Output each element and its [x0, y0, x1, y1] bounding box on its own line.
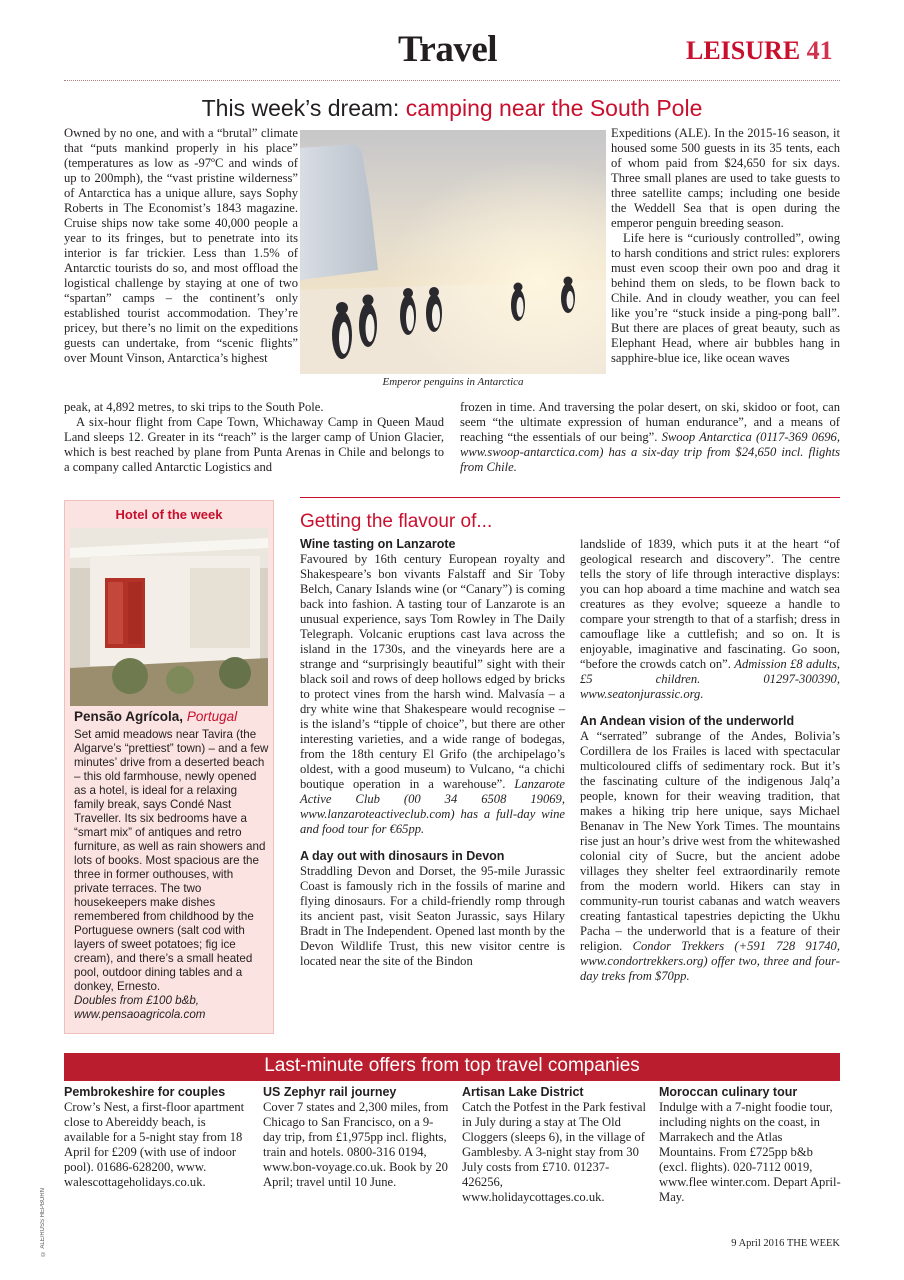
- dream-para-right-2: Life here is “curiously controlled”, owing to harsh conditions and strict rules: explorers must even scoop their own poo and drag it behind them on sleds, to be flown back to Chile. And in cloudy weather, you can feel like you’re “stuck inside a ping-pong ball”. But there are places of great beauty, such as Elephant Head, where air bubbles hang in sapphire-blue ice, like ocean waves: [611, 231, 840, 365]
- dream-para-1: Owned by no one, and with a “brutal” climate that “puts mankind properly in his place” (temperatures as low as -97ºC and winds of up to 200mph), the “vast pristine wilderness” of Antarctica has a unique allure, says Sophy Roberts in The Economist’s 1843 magazine. Cruise ships now take some 40,000 people a year to its fringes, but to penetrate into its interior is far trickier. Less than 1.5% of Antarctic tourists do so, and most offload the logistical challenge by staying at one of two “spartan” camps – the continent’s only established tourist accommodation. They’re pricey, but there’s no limit on the expeditions guests can undertake, from “scenic flights” over Mount Vinson, Antarctica’s highest: [64, 126, 298, 365]
- section-title: Travel: [398, 29, 498, 70]
- dino-body-2: [580, 537, 840, 702]
- offer-title: Moroccan culinary tour: [659, 1085, 798, 1099]
- dino-body: Straddling Devon and Dorset, the 95-mile Jurassic Coast is famously rich in the fossils of marine and flying dinosaurs. For a child-friendly romp through its ancient past, visit Seaton Jurassic, says Hilary Bradt in The Independent. Opened last month by the Devon Wildlife Trust, this new visitor centre is located near the site of the Bindon: [300, 864, 565, 968]
- hotel-body-text: Set amid meadows near Tavira (the Algarve’s “prettiest” town) – and a few minutes’ drive from a deserted beach – this old farmhouse, newly opened as a hotel, is ideal for a relaxing family break, says Condé Nast Traveller. Its six bedrooms have a “smart mix” of antiques and retro furniture, as well as rain showers and lots of books. Most spacious are the three in former outhouses, with private terraces. The two housekeepers make dishes remembered from childhood by the Portuguese owners (salt cod with layers of sweet potatoes; fig ice cream), and there’s a small heated pool, outdoor dining tables and a donkey, Ernesto.: [74, 728, 269, 993]
- hotel-heading: Hotel of the week: [115, 507, 223, 522]
- dream-para-4: [460, 400, 840, 475]
- hotel-country: Portugal: [186, 709, 238, 724]
- offers-heading: Last-minute offers from top travel companies: [264, 1055, 640, 1076]
- dream-para-4-text: frozen in time. And traversing the polar desert, on ski, skidoo or foot, can seem “the ultimate expression of human endurance”, and a means of reaching “the essentials of our being”.: [460, 400, 840, 444]
- wine-contact: Lanzarote Active Club (00 34 6508 19069, www.lanzaroteactiveclub.com) has a full-day wine and food tour for €65pp.: [300, 777, 565, 836]
- flavour-column-2: [580, 537, 840, 984]
- header-divider: [64, 80, 840, 81]
- offer-body: Crow’s Nest, a first-floor apartment close to Abereiddy beach, is available for a 5-night stay from 18 April for £209 (with use of indoor pool). 01686-628200, www. walescottageholidays.co.uk.: [64, 1100, 245, 1189]
- photo-caption: Emperor penguins in Antarctica: [382, 376, 524, 388]
- leisure-label: LEISURE: [686, 36, 801, 65]
- footer-brand: THE WEEK: [786, 1238, 840, 1249]
- footer-date: 9 April 2016: [731, 1238, 785, 1249]
- penguin-photo: [300, 130, 606, 374]
- dream-bottom-left: [64, 400, 444, 475]
- offer-body: Indulge with a 7-night foodie tour, including nights on the coast, in Marrakech and the Atlas Mountains. From £725pp b&b (excl. flights). 020-7112 0019, www.flee winter.com. Depart April-May.: [659, 1100, 841, 1204]
- dino-body-2-text: landslide of 1839, which puts it at the heart “of geological research and discovery”. The centre tells the story of life through interactive displays: you can hop aboard a time machine and watch sea creatures as they evolve; squeeze a handle to compare your strength to that of a starfish; dress in camouflage like a cuttlefish; and so on. It is enjoyable, imaginative and fascinating. Go soon, “before the crowds catch on”.: [580, 537, 840, 671]
- flavour-column-1: [300, 537, 565, 969]
- andean-heading: An Andean vision of the underworld: [580, 714, 795, 728]
- andean-body: [580, 729, 840, 984]
- dream-right-column: [611, 126, 840, 366]
- dream-para-3: A six-hour flight from Cape Town, Whichaway Camp in Queen Maud Land sleeps 12. Greater in its “reach” is the larger camp of Union Glacier, which is best reached by plane from Punta Arenas in Chile and belongs to a company called Antarctic Logistics and: [64, 415, 444, 474]
- flavour-heading: Getting the flavour of...: [300, 511, 493, 532]
- dream-left-column: [64, 126, 298, 366]
- offer-item: [263, 1084, 449, 1190]
- hotel-photo: [70, 528, 268, 706]
- photo-credit: © ALE/RUSS HEPBURN: [40, 1187, 46, 1256]
- offer-body: Cover 7 states and 2,300 miles, from Chicago to San Francisco, on a 9-day trip, from £1,975pp incl. flights, train and hotels. 0800-316 0194, www.bon-voyage.co.uk. Book by 20 April; travel until 10 June.: [263, 1100, 449, 1189]
- dream-bottom-right: [460, 400, 840, 475]
- swoop-contact: Swoop Antarctica (0117-369 0696, www.swoop-antarctica.com) has a six-day trip from $24,650 incl. flights from Chile.: [460, 430, 840, 474]
- dino-heading: A day out with dinosaurs in Devon: [300, 849, 505, 863]
- wine-body-text: Favoured by 16th century European royalty and Shakespeare’s bon vivants Falstaff and Sir Toby Belch, Canary Islands wine (or “Canary”) is coming back into fashion. A tasting tour of Lanzarote is an unusual experience, says Tom Rowley in The Daily Telegraph. Volcanic eruptions cast lava across the island in the 1730s, and the vineyards here are a strange and “surprisingly beautiful” sight with their black soil and rows of deep hollows edged by bricks to protect vines from the harsh wind. Malvasía – a dry white wine that Shakespeare would recognise – is the island’s “tipple of choice”, but there are other interesting varieties, and a wide range of bodegas, from the 18th century El Grifo (the archipelago’s oldest, with a good museum) to Vulcano, “a chichi boutique operation in a warehouse”.: [300, 552, 565, 791]
- offer-body: Catch the Potfest in the Park festival in July during a stay at The Old Cloggers (sleeps 6), in the village of Gamblesby. A 3-night stay from 30 July costs from £710. 01237-426256, www.holidaycottages.co.uk.: [462, 1100, 646, 1204]
- wine-heading: Wine tasting on Lanzarote: [300, 537, 456, 551]
- hotel-description: [74, 728, 270, 1022]
- dream-para-right-1: Expeditions (ALE). In the 2015-16 season, it housed some 500 guests in its 35 tents, each of whom paid from $24,650 for six days. Three small planes are used to take guests to three satellite camps; including one beside the Weddell Sea that is open during the emperor penguin breeding season.: [611, 126, 840, 230]
- dino-contact: Admission £8 adults, £5 children. 01297-300390, www.seatonjurassic.org.: [580, 657, 840, 701]
- dream-heading-topic: camping near the South Pole: [405, 95, 703, 121]
- offer-item: [659, 1084, 841, 1205]
- mid-divider: [300, 497, 840, 498]
- offer-title: Artisan Lake District: [462, 1085, 584, 1099]
- wine-body: [300, 552, 565, 837]
- page-number: 41: [806, 36, 833, 65]
- offer-item: [64, 1084, 250, 1190]
- offer-title: Pembrokeshire for couples: [64, 1085, 226, 1099]
- section-label: [686, 36, 833, 66]
- andean-body-text: A “serrated” subrange of the Andes, Bolivia’s Cordillera de los Frailes is laced with spectacular multicoloured cliffs of sedimentary rock. But it’s the fascinating culture of the indigenous Jalq’a people, known for their weaving tradition, that makes a hiking trip here unique, says Michael Benanav in The New York Times. The mountains rise just an hour’s drive west from the whitewashed colonial city of Sucre, but the ancient adobe villages they shelter feel extraordinarily remote from the modern world. Hikers can stay in community-run tourist cabanas and watch weavers creating fantastical tapestries depicting the Ukhu Pacha – the underworld that is a feature of their religion.: [580, 729, 840, 953]
- hotel-name: [74, 709, 237, 724]
- hotel-price: Doubles from £100 b&b, www.pensaoagricola.com: [74, 994, 206, 1021]
- footer: [640, 1238, 840, 1249]
- offer-title: US Zephyr rail journey: [263, 1085, 397, 1099]
- andean-contact: Condor Trekkers (+591 728 91740, www.condortrekkers.org) offer two, three and four-day treks from $70pp.: [580, 939, 840, 983]
- dream-para-2: peak, at 4,892 metres, to ski trips to the South Pole.: [64, 400, 324, 414]
- dream-heading-prefix: This week’s dream:: [201, 95, 400, 121]
- dream-heading: [64, 95, 840, 122]
- hotel-name-text: Pensão Agrícola,: [74, 709, 184, 724]
- offer-item: [462, 1084, 648, 1205]
